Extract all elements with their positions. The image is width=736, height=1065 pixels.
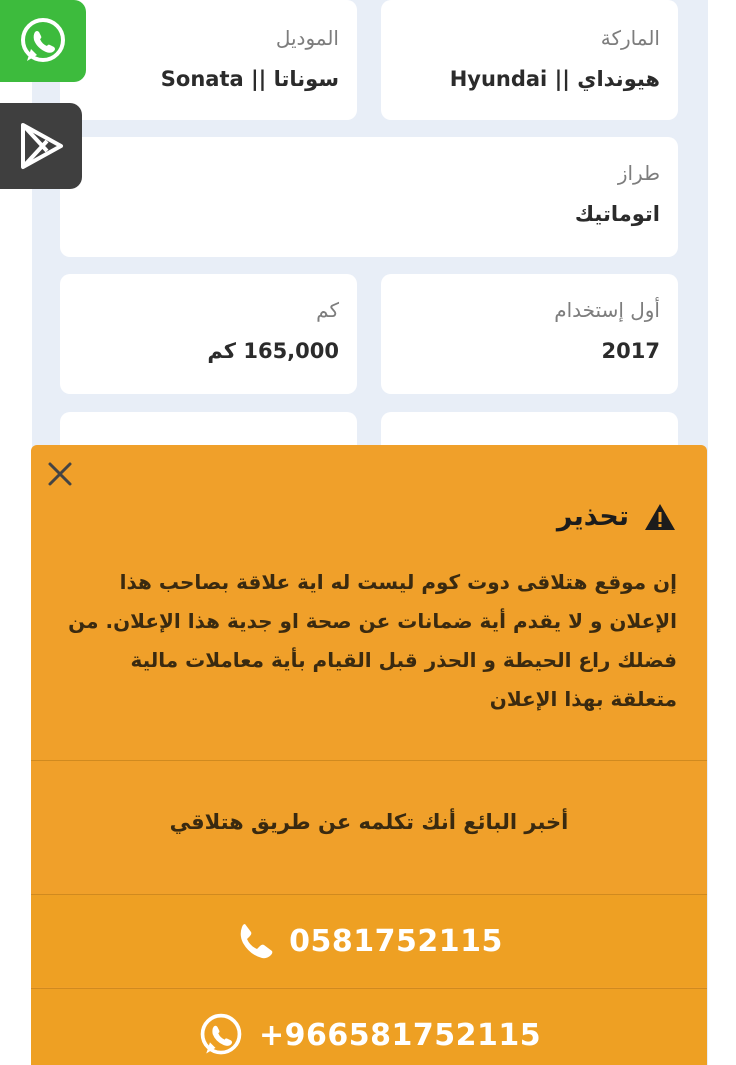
brand-value: هيونداي || Hyundai	[449, 67, 660, 91]
whatsapp-float-button[interactable]	[0, 0, 86, 82]
warning-title: تحذير	[556, 501, 629, 532]
seller-note: أخبر البائع أنك تكلمه عن طريق هتلاقي	[169, 810, 569, 834]
whatsapp-icon	[197, 1011, 245, 1059]
phone-call-button[interactable]	[31, 895, 707, 987]
brand-card	[381, 0, 678, 120]
first-use-label: أول إستخدام	[554, 298, 660, 322]
km-card	[60, 274, 357, 394]
model-card	[60, 0, 357, 120]
whatsapp-number: +966581752115	[258, 1017, 542, 1053]
warning-header	[557, 501, 677, 532]
phone-icon	[235, 921, 275, 961]
warning-text: إن موقع هتلاقى دوت كوم ليست له اية علاقة بصاحب هذا الإعلان و لا يقدم أية ضمانات عن صحة او جدية هذا الإعلان. من فضلك راع الحيطة و الحذر قبل القيام بأية معاملات مالية متعلقة بهذا الإعلان	[68, 570, 677, 711]
type-label: طراز	[617, 161, 660, 185]
type-value: اتوماتيك	[574, 202, 660, 226]
first-use-value: 2017	[601, 339, 660, 363]
model-label: الموديل	[275, 26, 339, 50]
phone-number: 0581752115	[289, 923, 503, 959]
whatsapp-icon	[17, 15, 69, 67]
brand-label: الماركة	[600, 26, 660, 50]
play-store-icon	[17, 121, 65, 171]
whatsapp-contact-button[interactable]	[31, 989, 707, 1065]
warning-modal	[31, 445, 707, 1065]
model-value: سوناتا || Sonata	[160, 67, 339, 91]
km-value: 165,000 كم	[207, 339, 339, 363]
divider	[31, 760, 707, 761]
type-card	[60, 137, 678, 257]
play-store-float-button[interactable]	[0, 103, 82, 189]
close-icon[interactable]	[45, 459, 75, 489]
warning-triangle-icon	[643, 502, 677, 532]
km-label: كم	[316, 298, 339, 322]
first-use-card	[381, 274, 678, 394]
